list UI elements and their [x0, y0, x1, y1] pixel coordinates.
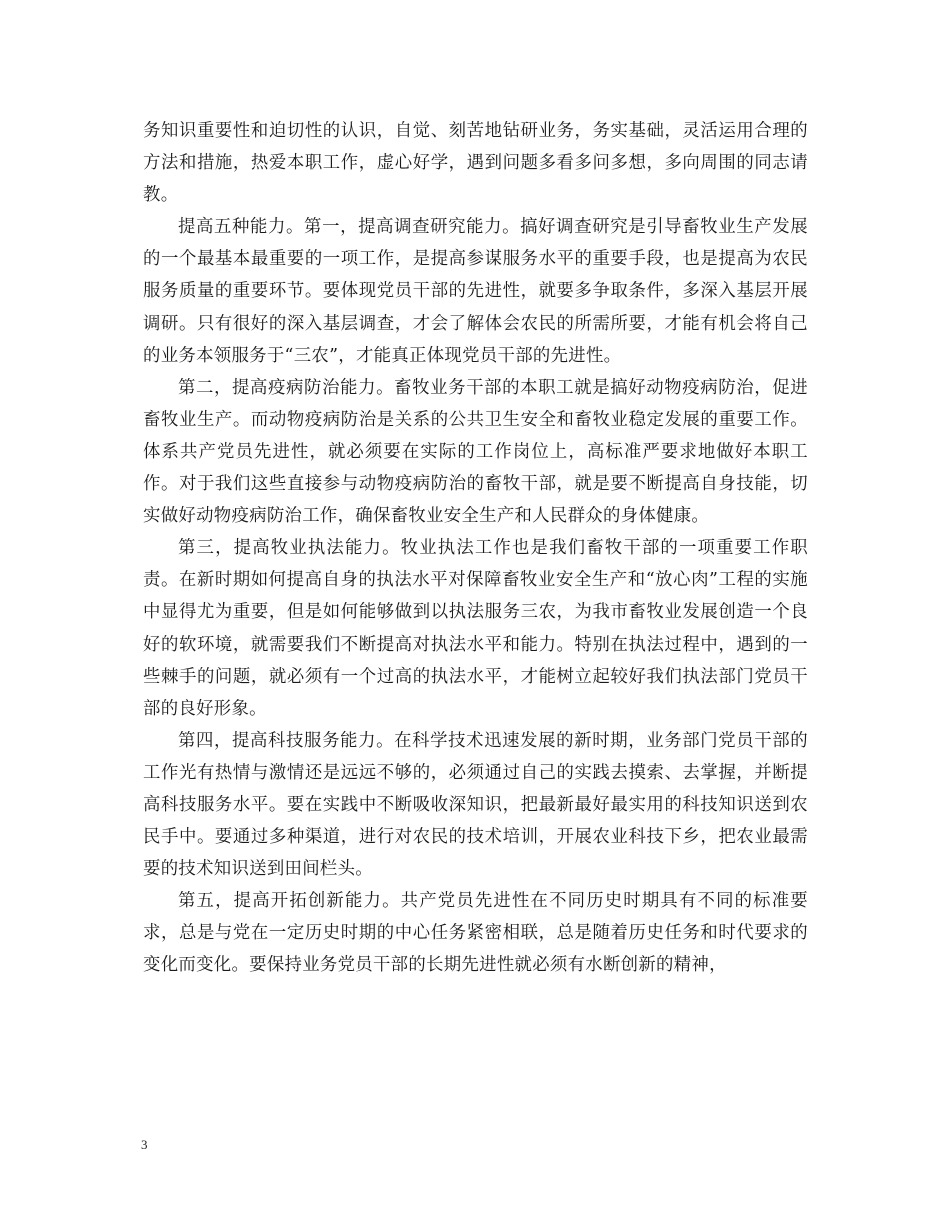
document-body [143, 115, 808, 982]
paragraph-tech-service: 第四，提高科技服务能力。在科学技术迅速发展的新时期，业务部门党员干部的工作光有热情与激情还是远远不够的，必须通过自己的实践去摸索、去掌握，并断提高科技服务水平。要在实践中不断吸收深知识，把最新最好最实用的科技知识送到农民手中。要通过多种渠道，进行对农民的技术培训，开展农业科技下乡，把农业最需要的技术知识送到田间栏头。 [143, 730, 808, 880]
paragraph-disease-prevention: 第二，提高疫病防治能力。畜牧业务干部的本职工就是搞好动物疫病防治，促进畜牧业生产。而动物疫病防治是关系的公共卫生安全和畜牧业稳定发展的重要工作。体系共产党员先进性，就必须要在实际的工作岗位上，高标准严要求地做好本职工作。对于我们这些直接参与动物疫病防治的畜牧干部，就是要不断提高自身技能，切实做好动物疫病防治工作，确保畜牧业安全生产和人民群众的身体健康。 [143, 377, 808, 527]
paragraph-five-abilities: 提高五种能力。第一，提高调查研究能力。搞好调查研究是引导畜牧业生产发展的一个最基本最重要的一项工作，是提高参谋服务水平的重要手段，也是提高为农民服务质量的重要环节。要体现党员干部的先进性，就要多争取条件，多深入基层开展调研。只有很好的深入基层调查，才会了解体会农民的所需所要，才能有机会将自己的业务本领服务于“三农”，才能真正体现党员干部的先进性。 [143, 217, 808, 366]
paragraph-law-enforcement: 第三，提高牧业执法能力。牧业执法工作也是我们畜牧干部的一项重要工作职责。在新时期如何提高自身的执法水平对保障畜牧业安全生产和“放心肉”工程的实施中显得尤为重要，但是如何能够做到以执法服务三农，为我市畜牧业发展创造一个良好的软环境，就需要我们不断提高对执法水平和能力。特别在执法过程中，遇到的一些棘手的问题，就必须有一个过高的执法水平，才能树立起较好我们执法部门党员干部的良好形象。 [143, 538, 808, 719]
paragraph-continuation: 务知识重要性和迫切性的认识，自觉、刻苦地钻研业务，务实基础，灵活运用合理的方法和措施，热爱本职工作，虚心好学，遇到问题多看多问多想，多向周围的同志请教。 [143, 121, 808, 206]
paragraph-innovation: 第五，提高开拓创新能力。共产党员先进性在不同历史时期具有不同的标准要求，总是与党在一定历史时期的中心任务紧密相联，总是随着历史任务和时代要求的变化而变化。要保持业务党员干部的长期先进性就必须有水断创新的精神， [143, 891, 808, 976]
page-number: 3 [141, 1137, 148, 1152]
